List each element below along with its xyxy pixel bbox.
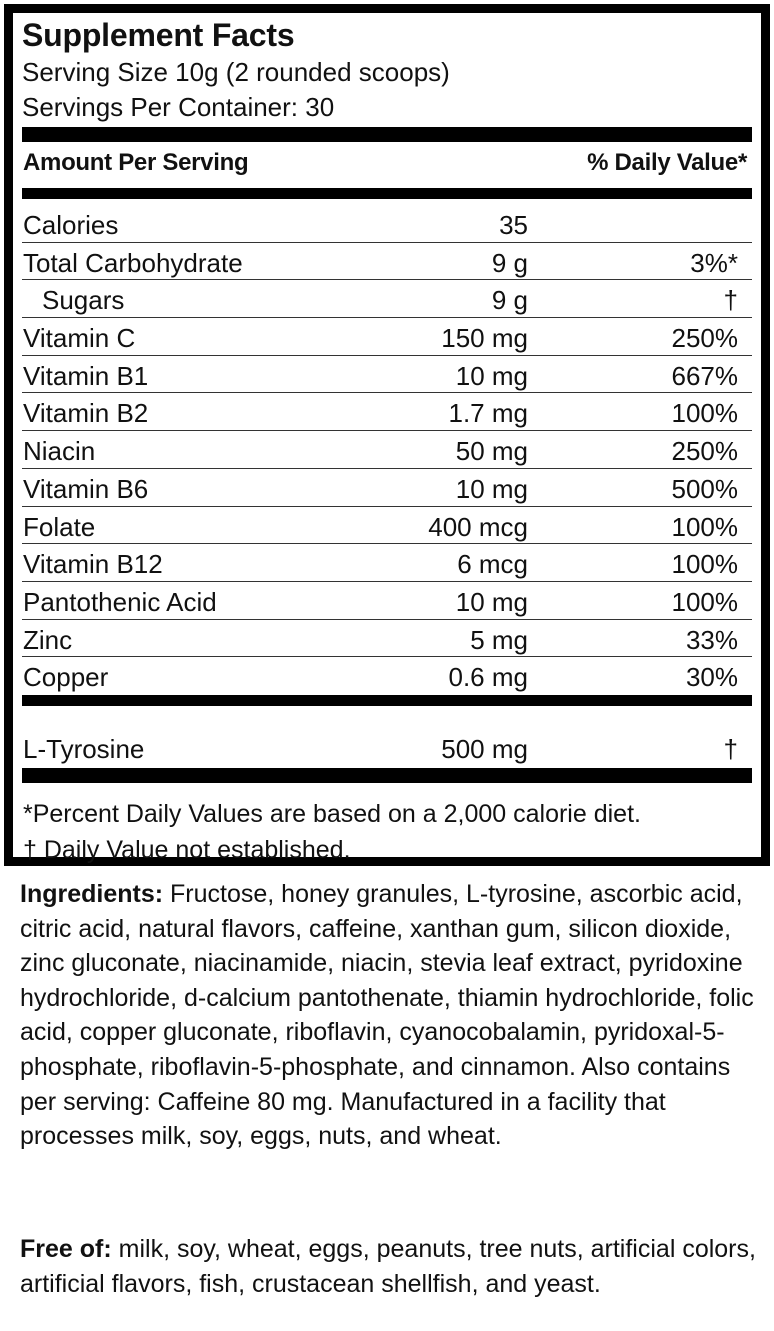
- free-of-text: milk, soy, wheat, eggs, peanuts, tree nuts, artificial colors, artificial flavors, fish, crustacean shellfish, and yeast.: [20, 1235, 756, 1298]
- nutrient-table: [22, 205, 752, 695]
- table-row: [22, 393, 752, 431]
- nutrient-name: Vitamin C: [23, 323, 136, 354]
- table-row: [22, 356, 752, 394]
- table-row: [22, 507, 752, 545]
- table-row: [22, 431, 752, 469]
- nutrient-amount: 50 mg: [455, 436, 528, 467]
- nutrient-dv: 500%: [671, 473, 738, 504]
- nutrient-name: Pantothenic Acid: [23, 586, 217, 617]
- nutrient-dv: 3%*: [690, 247, 738, 278]
- table-row: [22, 243, 752, 281]
- nutrient-dv: 100%: [671, 586, 738, 617]
- bottom-rule: [22, 768, 752, 783]
- serving-size: Serving Size 10g (2 rounded scoops): [22, 57, 450, 87]
- nutrient-dv: 33%: [685, 624, 738, 655]
- nutrient-amount: 9 g: [491, 285, 528, 316]
- nutrient-amount: 1.7 mg: [448, 398, 528, 429]
- nutrient-name: Sugars: [42, 285, 125, 316]
- nutrient-dv: 100%: [671, 398, 738, 429]
- header-rule: [22, 188, 752, 199]
- nutrient-amount: 35: [499, 210, 528, 240]
- supplement-facts-panel: [4, 4, 770, 866]
- table-row: [22, 731, 752, 769]
- amount-per-serving-header: Amount Per Serving: [23, 149, 249, 176]
- table-row: [22, 469, 752, 507]
- dagger-footnote: † Daily Value not established.: [23, 836, 351, 864]
- nutrient-dv: 30%: [685, 662, 738, 693]
- nutrient-name: Vitamin B12: [23, 549, 163, 580]
- nutrient-dv: 667%: [671, 360, 738, 391]
- nutrients-rule: [22, 695, 752, 706]
- nutrient-name: Folate: [23, 511, 96, 542]
- table-row: [22, 620, 752, 658]
- nutrient-name: Calories: [23, 210, 119, 240]
- servings-per-container: Servings Per Container: 30: [22, 92, 335, 122]
- nutrient-dv: 100%: [671, 549, 738, 580]
- table-row: [22, 657, 752, 695]
- nutrient-amount: 6 mcg: [457, 549, 528, 580]
- nutrient-name: Total Carbohydrate: [23, 247, 243, 278]
- other-ingredient-name: L-Tyrosine: [23, 734, 145, 764]
- nutrient-amount: 10 mg: [455, 360, 528, 391]
- nutrient-dv: 100%: [671, 511, 738, 542]
- nutrient-name: Vitamin B1: [23, 360, 149, 391]
- label-title: Supplement Facts: [22, 17, 295, 53]
- nutrient-amount: 9 g: [491, 247, 528, 278]
- table-row: [22, 318, 752, 356]
- nutrient-amount: 400 mcg: [428, 511, 528, 542]
- table-row: [22, 582, 752, 620]
- other-ingredient-amount: 500 mg: [441, 734, 528, 764]
- nutrient-name: Vitamin B2: [23, 398, 149, 429]
- ingredients-text: Fructose, honey granules, L-tyrosine, ascorbic acid, citric acid, natural flavors, caffeine, xanthan gum, silicon dioxide, zinc gluconate, niacinamide, niacin, stevia leaf extract, pyridoxine hydrochloride, d-calcium pantothenate, thiamin hydrochloride, folic acid, copper gluconate, riboflavin, cyanocobalamin, pyridoxal-5-phosphate, riboflavin-5-phosphate, and cinnamon. Also contains per serving: Caffeine 80 mg. Manufactured in a facility that processes milk, soy, eggs, nuts, and wheat.: [20, 880, 754, 1151]
- other-ingredient-dv: †: [723, 734, 738, 764]
- top-rule: [22, 127, 752, 142]
- ingredients-paragraph: [20, 877, 760, 1154]
- nutrient-amount: 0.6 mg: [448, 662, 528, 693]
- free-of-paragraph: [20, 1232, 760, 1301]
- nutrient-amount: 150 mg: [441, 323, 528, 354]
- nutrient-dv: 250%: [671, 323, 738, 354]
- free-of-heading: Free of:: [20, 1235, 112, 1263]
- nutrient-name: Zinc: [23, 624, 73, 655]
- table-row: [22, 280, 752, 318]
- nutrient-dv: †: [723, 285, 738, 316]
- daily-value-header: % Daily Value*: [587, 149, 747, 176]
- nutrient-name: Niacin: [23, 436, 96, 467]
- nutrient-amount: 5 mg: [470, 624, 528, 655]
- nutrient-name: Copper: [23, 662, 109, 693]
- nutrient-dv: 250%: [671, 436, 738, 467]
- nutrient-amount: 10 mg: [455, 473, 528, 504]
- nutrient-name: Vitamin B6: [23, 473, 149, 504]
- table-row: [22, 544, 752, 582]
- daily-value-footnote: *Percent Daily Values are based on a 2,000 calorie diet.: [23, 800, 641, 828]
- table-row: [22, 205, 752, 243]
- nutrient-amount: 10 mg: [455, 586, 528, 617]
- ingredients-heading: Ingredients:: [20, 880, 164, 908]
